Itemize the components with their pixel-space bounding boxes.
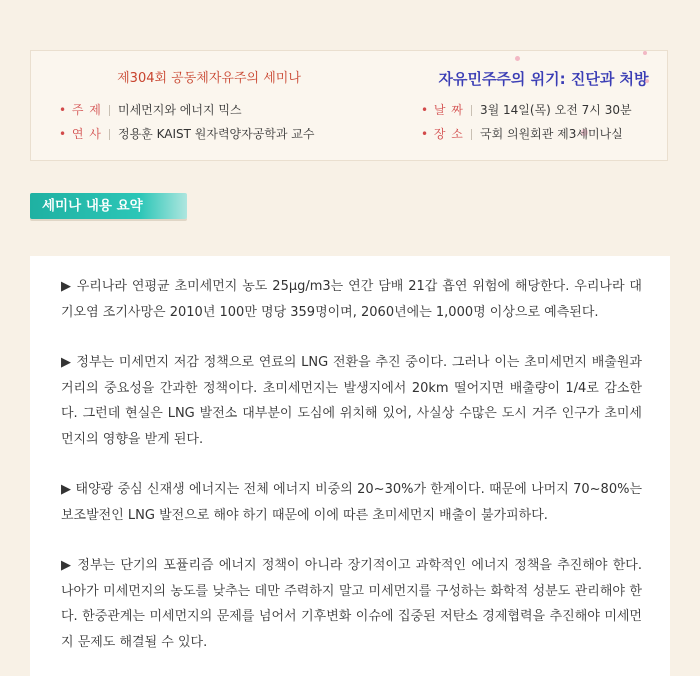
summary-paragraph: ▶ 정부는 미세먼지 저감 정책으로 연료의 LNG 전환을 추진 중이다. 그러나 이는 초미세먼지 배출원과 거리의 중요성을 간과한 정책이다. 초미세먼지는 발생지에서 20km 떨어지면 배출량이 1/4로 감소한다. 그런데 현실은 LNG 발전소 대부분이 도심에 위치해 있어, 사실상 수많은 도시 거주 인구가 초미세먼지의 영향을 받게 된다. (61, 355, 642, 447)
speaker-value: 정용훈 KAIST 원자력양자공학과 교수 (118, 127, 315, 141)
decorative-dot (643, 51, 647, 55)
divider (109, 129, 110, 140)
venue-value: 국회 의원회관 제3세미나실 (480, 127, 623, 141)
divider (471, 129, 472, 140)
summary-box (30, 256, 670, 676)
info-row-venue (421, 122, 666, 146)
summary-paragraph: ▶ 우리나라 연평균 초미세먼지 농도 25μg/m3는 연간 담배 21갑 흡연 위험에 해당한다. 우리나라 대기오염 조기사망은 2010년 100만 명당 359명이며, 2060년에는 1,000명 이상으로 예측된다. (61, 279, 642, 320)
seminar-info-box (30, 50, 668, 161)
seminar-main-title: 자유민주주의 위기: 진단과 처방 (438, 70, 649, 88)
section-tag (30, 193, 187, 219)
venue-label: • 장 소 (421, 127, 464, 141)
summary-paragraph: ▶ 정부는 단기의 포퓰리즘 에너지 정책이 아니라 장기적이고 과학적인 에너지 정책을 추진해야 한다. 나아가 미세먼지의 농도를 낮추는 데만 주력하지 말고 미세먼지를 구성하는 화학적 성분도 관리해야 한다. 한중관계는 미세먼지의 문제를 넘어서 기후변화 이슈에 집중된 저탄소 경제협력을 추진해야 미세먼지 문제도 해결될 수 있다. (61, 558, 642, 650)
date-value: 3월 14일(목) 오전 7시 30분 (480, 103, 632, 117)
info-row-topic (59, 98, 359, 122)
decorative-dot (515, 56, 520, 61)
seminar-series-title: 제304회 공동체자유주의 세미나 (117, 71, 301, 86)
speaker-label: • 연 사 (59, 127, 102, 141)
topic-label: • 주 제 (59, 103, 102, 117)
info-row-speaker (59, 122, 359, 146)
seminar-right-column (421, 69, 666, 146)
section-tag-label: 세미나 내용 요약 (42, 198, 143, 214)
info-row-date (421, 98, 666, 122)
date-label: • 날 짜 (421, 103, 464, 117)
divider (471, 105, 472, 116)
divider (109, 105, 110, 116)
topic-value: 미세먼지와 에너지 믹스 (118, 103, 242, 117)
seminar-left-column (59, 69, 359, 146)
summary-paragraph: ▶ 태양광 중심 신재생 에너지는 전체 에너지 비중의 20~30%가 한계이다. 때문에 나머지 70~80%는 보조발전인 LNG 발전으로 해야 하기 때문에 이에 따른 초미세먼지 배출이 불가피하다. (61, 482, 642, 523)
